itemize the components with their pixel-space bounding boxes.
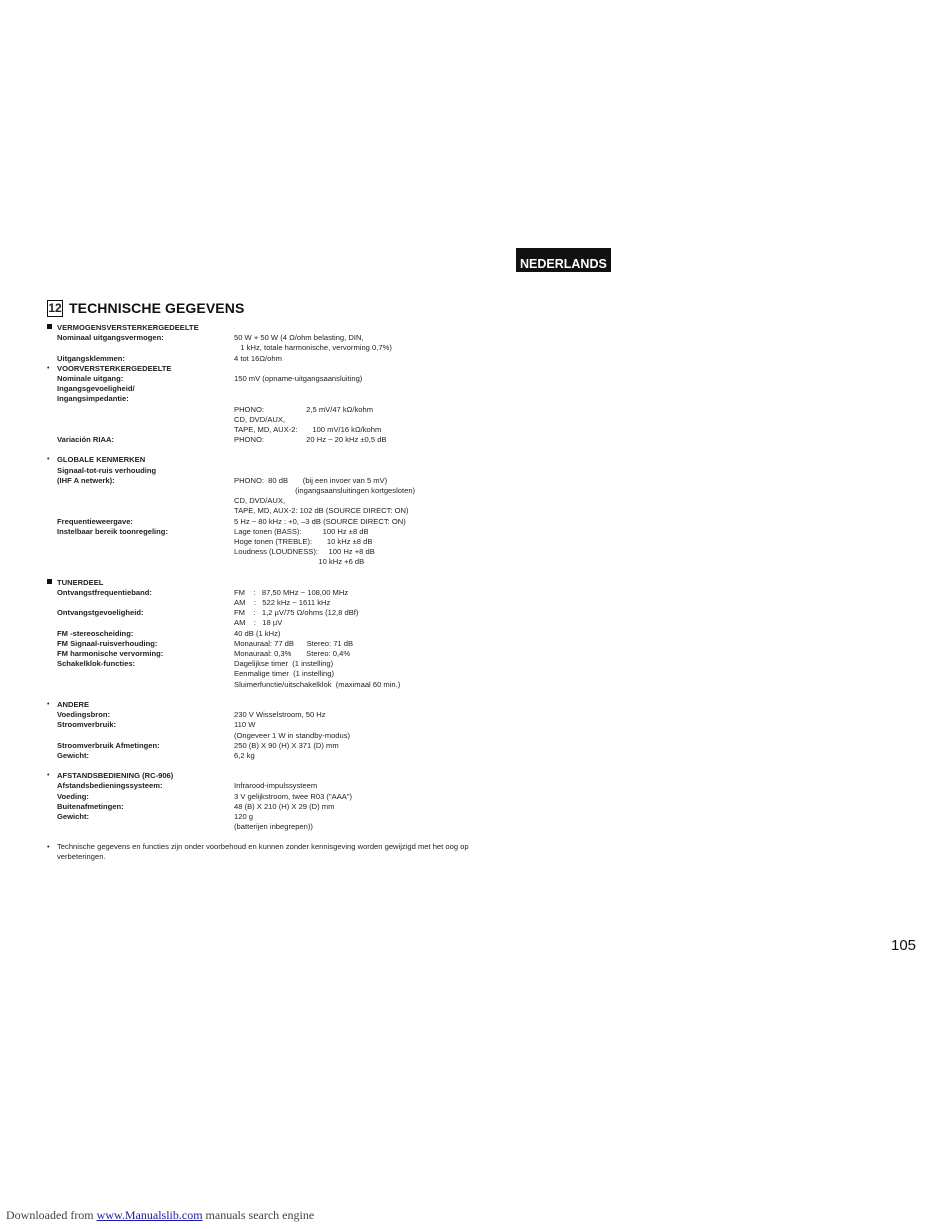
group-heading: AFSTANDSBEDIENING (RC-906) — [57, 771, 174, 781]
spec-row — [47, 812, 477, 822]
spec-value: Lage tonen (BASS): 100 Hz ±8 dB — [234, 526, 369, 536]
dot-bullet-icon: • — [47, 700, 50, 708]
spec-label: Ingangsgevoeligheid/ — [57, 384, 135, 394]
spec-value: (Ongeveer 1 W in standby-modus) — [234, 730, 351, 740]
spec-label: FM harmonische vervorming: — [57, 649, 164, 658]
spec-label: Afstandsbedieningssysteem: — [57, 781, 163, 791]
group-heading-row — [47, 700, 477, 710]
spec-row — [47, 649, 477, 659]
group-spacer — [47, 445, 477, 455]
spec-value: PHONO: 2,5 mV/47 kΩ/kohm — [234, 404, 374, 414]
spec-value: Dagelijkse timer (1 instelling) — [234, 659, 334, 669]
spec-value: FM : 87,50 MHz ~ 108,00 MHz — [234, 587, 349, 597]
spec-value: 48 (B) X 210 (H) X 29 (D) mm — [234, 801, 335, 811]
spec-label: Variación RIAA: — [57, 435, 114, 445]
spec-row — [47, 476, 477, 486]
spec-value: 1 kHz, totale harmonische, vervorming 0,7%) — [234, 343, 392, 353]
spec-value: 6,2 kg — [234, 750, 255, 760]
dot-bullet-icon: • — [47, 456, 50, 464]
spec-row — [47, 598, 477, 608]
manualslib-link[interactable]: www.Manualslib.com — [96, 1208, 203, 1222]
spec-value: PHONO: 20 Hz ~ 20 kHz ±0,5 dB — [234, 435, 387, 445]
spec-value: TAPE, MD, AUX-2: 102 dB (SOURCE DIRECT: ON) — [234, 506, 409, 516]
spec-row — [47, 731, 477, 741]
spec-value: 230 V Wisselstroom, 50 Hz — [234, 710, 326, 720]
spec-value: Monauraal: 0,3% Stereo: 0,4% — [234, 649, 351, 658]
spec-label: Voedingsbron: — [57, 710, 111, 720]
spec-value: 3 V gelijkstroom, twee R03 ("AAA") — [234, 791, 353, 801]
spec-row — [47, 751, 477, 761]
spec-value: Infrarood-impulssysteem — [234, 781, 318, 791]
spec-row — [47, 496, 477, 506]
group-heading: VOORVERSTERKERGEDEELTE — [57, 363, 172, 373]
spec-value: CD, DVD/AUX, — [234, 414, 286, 424]
spec-value: (batterijen inbegrepen)) — [234, 822, 313, 832]
spec-value: 250 (B) X 90 (H) X 371 (D) mm — [234, 740, 339, 750]
dot-bullet-icon: • — [47, 772, 50, 780]
spec-label: Gewicht: — [57, 750, 90, 760]
group-heading: VERMOGENSVERSTERKERGEDEELTE — [57, 323, 199, 332]
group-heading-row — [47, 323, 477, 333]
spec-label: Schakelklok-functies: — [57, 659, 136, 669]
spec-label: FM -stereoscheiding: — [57, 628, 134, 638]
spec-label: Ontvangstfrequentieband: — [57, 587, 152, 597]
spec-value: (ingangsaansluitingen kortgesloten) — [234, 486, 416, 495]
group-spacer — [47, 568, 477, 578]
spec-row — [47, 792, 477, 802]
spec-row — [47, 680, 477, 690]
spec-label: Ingangsimpedantie: — [57, 394, 129, 404]
spec-label: Stroomverbruik Afmetingen: — [57, 740, 160, 750]
spec-value: PHONO: 80 dB (bij een invoer van 5 mV) — [234, 475, 388, 485]
spec-row — [47, 669, 477, 679]
spec-list — [47, 323, 477, 832]
group-spacer — [47, 690, 477, 700]
spec-label: Voeding: — [57, 791, 89, 801]
spec-row — [47, 537, 477, 547]
spec-label: Gewicht: — [57, 812, 90, 821]
spec-row — [47, 741, 477, 751]
group-heading-row — [47, 455, 477, 465]
group-heading: ANDERE — [57, 699, 90, 709]
group-spacer — [47, 761, 477, 771]
spec-row — [47, 608, 477, 618]
spec-row — [47, 425, 477, 435]
footnote — [47, 842, 477, 862]
spec-value: AM : 522 kHz ~ 1611 kHz — [234, 598, 331, 608]
download-prefix: Downloaded from — [6, 1208, 97, 1222]
spec-value: Hoge tonen (TREBLE): 10 kHz ±8 dB — [234, 536, 373, 546]
language-tab: NEDERLANDS — [516, 248, 611, 272]
spec-value: Eenmalige timer (1 instelling) — [234, 669, 335, 679]
spec-label: (IHF A netwerk): — [57, 475, 115, 485]
spec-row — [47, 618, 477, 628]
spec-row — [47, 415, 477, 425]
spec-value: Monauraal: 77 dB Stereo: 71 dB — [234, 638, 354, 648]
spec-row — [47, 781, 477, 791]
section-number: 12 — [48, 300, 62, 315]
spec-value: 40 dB (1 kHz) — [234, 628, 281, 638]
spec-row — [47, 720, 477, 730]
spec-row — [47, 517, 477, 527]
group-heading-row — [47, 771, 477, 781]
spec-row — [47, 435, 477, 445]
spec-value: 150 mV (opname-uitgangsaansluiting) — [234, 373, 363, 383]
spec-label: Frequentieweergave: — [57, 516, 133, 526]
spec-row — [47, 547, 477, 557]
spec-value: 5 Hz ~ 80 kHz : +0, –3 dB (SOURCE DIRECT: ON) — [234, 516, 406, 526]
spec-row — [47, 354, 477, 364]
spec-row — [47, 333, 477, 343]
spec-value: Sluimerfunctie/uitschakelklok (maximaal 60 min.) — [234, 679, 401, 689]
spec-row — [47, 506, 477, 516]
spec-row — [47, 639, 477, 649]
spec-row — [47, 629, 477, 639]
spec-label: Uitgangsklemmen: — [57, 353, 125, 363]
spec-value: Loudness (LOUDNESS): 100 Hz +8 dB — [234, 547, 375, 557]
section-title — [47, 298, 244, 318]
footnote-bullet: • — [47, 842, 50, 851]
spec-label: Instelbaar bereik toonregeling: — [57, 526, 168, 536]
spec-row — [47, 588, 477, 598]
spec-row — [47, 343, 477, 353]
spec-value: 4 tot 16Ω/ohm — [234, 353, 282, 363]
spec-row — [47, 384, 477, 394]
spec-label: Stroomverbruik: — [57, 720, 117, 730]
spec-row — [47, 822, 477, 832]
spec-row — [47, 466, 477, 476]
spec-value: 110 W — [234, 720, 256, 730]
spec-label: Buitenafmetingen: — [57, 801, 124, 811]
spec-value: 10 kHz +6 dB — [234, 557, 365, 567]
group-heading-row — [47, 364, 477, 374]
spec-value: CD, DVD/AUX, — [234, 496, 286, 506]
group-heading: TUNERDEEL — [57, 577, 104, 587]
footnote-text: Technische gegevens en functies zijn onder voorbehoud en kunnen zonder kennisgeving worden gewijzigd met het oog op verbeteringen. — [57, 842, 469, 862]
square-bullet-icon — [47, 323, 52, 333]
spec-row — [47, 394, 477, 404]
spec-row — [47, 802, 477, 812]
section-heading: TECHNISCHE GEGEVENS — [69, 300, 245, 316]
spec-row — [47, 374, 477, 384]
download-note — [6, 1208, 314, 1223]
spec-row — [47, 659, 477, 669]
spec-row — [47, 557, 477, 567]
spec-label: FM Signaal-ruisverhouding: — [57, 638, 158, 648]
spec-row — [47, 486, 477, 496]
spec-row — [47, 710, 477, 720]
spec-label: Signaal-tot-ruis verhouding — [57, 465, 157, 475]
download-suffix: manuals search engine — [202, 1208, 315, 1222]
spec-value: FM : 1,2 µV/75 Ω/ohms (12,8 dBf) — [234, 608, 359, 618]
square-bullet-icon — [47, 578, 52, 588]
spec-label: Nominale uitgang: — [57, 373, 124, 383]
group-heading-row — [47, 578, 477, 588]
group-heading: GLOBALE KENMERKEN — [57, 455, 146, 465]
spec-value: AM : 18 µV — [234, 618, 283, 628]
spec-row — [47, 405, 477, 415]
spec-value: TAPE, MD, AUX-2: 100 mV/16 kΩ/kohm — [234, 424, 382, 434]
spec-label: Nominaal uitgangsvermogen: — [57, 333, 164, 343]
spec-label: Ontvangstgevoeligheid: — [57, 608, 144, 618]
spec-value: 120 g — [234, 812, 254, 821]
spec-value: 50 W + 50 W (4 Ω/ohm belasting, DIN, — [234, 333, 364, 343]
page-number: 105 — [891, 937, 917, 954]
dot-bullet-icon: • — [47, 364, 50, 372]
spec-row — [47, 527, 477, 537]
